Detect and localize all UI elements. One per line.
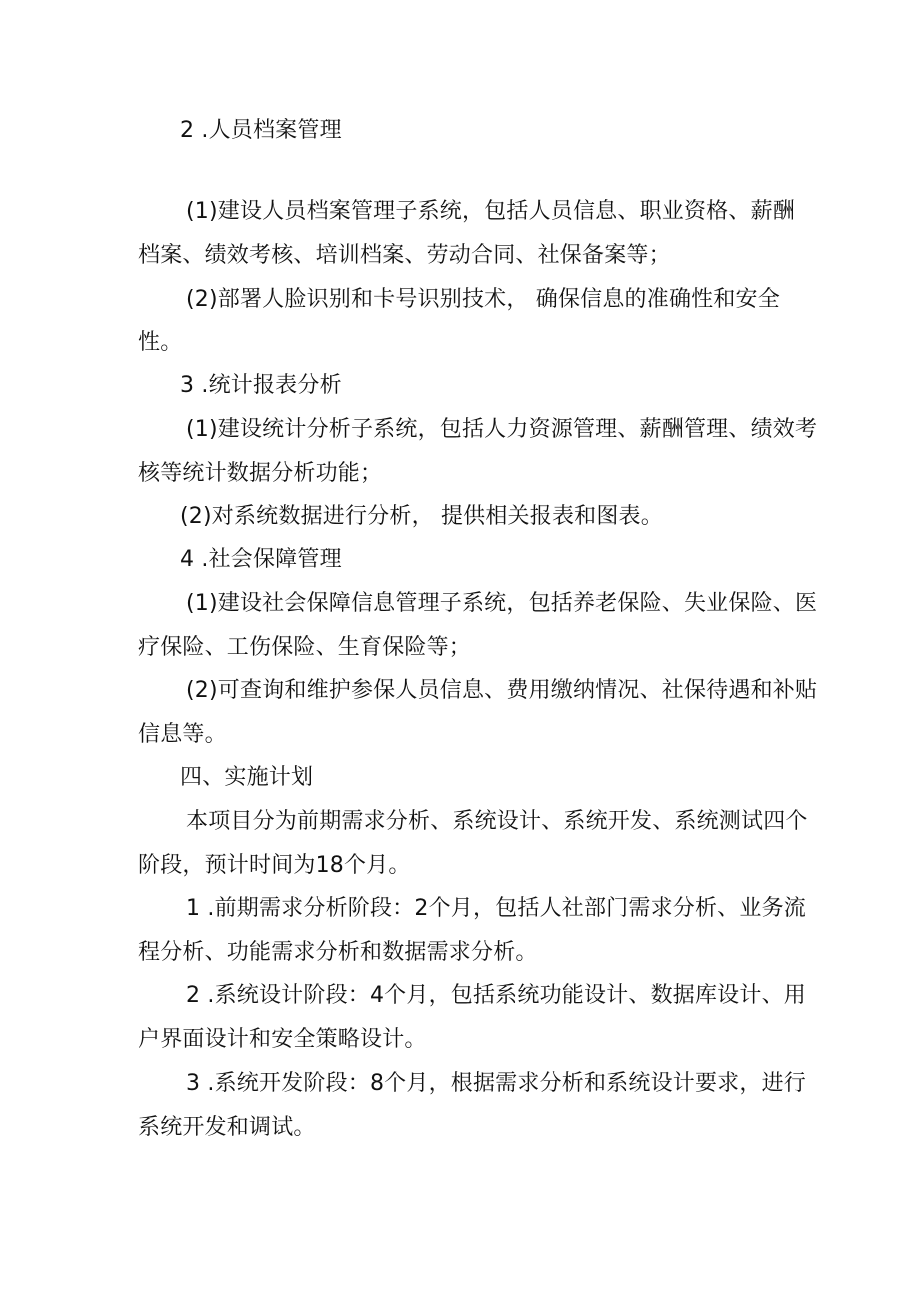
paragraph-line: 核等统计数据分析功能；: [138, 461, 383, 486]
section-heading-personnel-archives: 2 .人员档案管理: [180, 118, 342, 143]
paragraph-line: 性。: [138, 330, 183, 355]
paragraph-line: (2)可查询和维护参保人员信息、费用缴纳情况、社保待遇和补贴: [186, 678, 818, 703]
paragraph-line: 程分析、功能需求分析和数据需求分析。: [138, 940, 538, 965]
paragraph-line: 2 .系统设计阶段：4个月，包括系统功能设计、数据库设计、用: [186, 983, 806, 1008]
paragraph-line: 1 .前期需求分析阶段：2个月，包括人社部门需求分析、业务流: [186, 896, 806, 921]
paragraph-line: (2)对系统数据进行分析， 提供相关报表和图表。: [180, 504, 663, 529]
paragraph-line: 阶段，预计时间为18个月。: [138, 853, 411, 878]
section-heading-social-security: 4 .社会保障管理: [180, 547, 342, 572]
paragraph-line: (1)建设人员档案管理子系统，包括人员信息、职业资格、薪酬: [186, 199, 795, 224]
paragraph-line: (2)部署人脸识别和卡号识别技术， 确保信息的准确性和安全: [186, 287, 780, 312]
paragraph-line: (1)建设社会保障信息管理子系统，包括养老保险、失业保险、医: [186, 591, 818, 616]
paragraph-line: 信息等。: [138, 722, 227, 747]
paragraph-line: (1)建设统计分析子系统，包括人力资源管理、薪酬管理、绩效考: [186, 417, 818, 442]
section-heading-implementation-plan: 四、实施计划: [180, 765, 314, 790]
paragraph-line: 档案、绩效考核、培训档案、劳动合同、社保备案等；: [138, 243, 671, 268]
paragraph-line: 本项目分为前期需求分析、系统设计、系统开发、系统测试四个: [186, 809, 808, 834]
section-heading-statistics: 3 .统计报表分析: [180, 373, 342, 398]
paragraph-line: 系统开发和调试。: [138, 1115, 316, 1140]
paragraph-line: 户界面设计和安全策略设计。: [138, 1027, 427, 1052]
paragraph-line: 疗保险、工伤保险、生育保险等；: [138, 635, 472, 660]
paragraph-line: 3 .系统开发阶段：8个月，根据需求分析和系统设计要求，进行: [186, 1071, 806, 1096]
